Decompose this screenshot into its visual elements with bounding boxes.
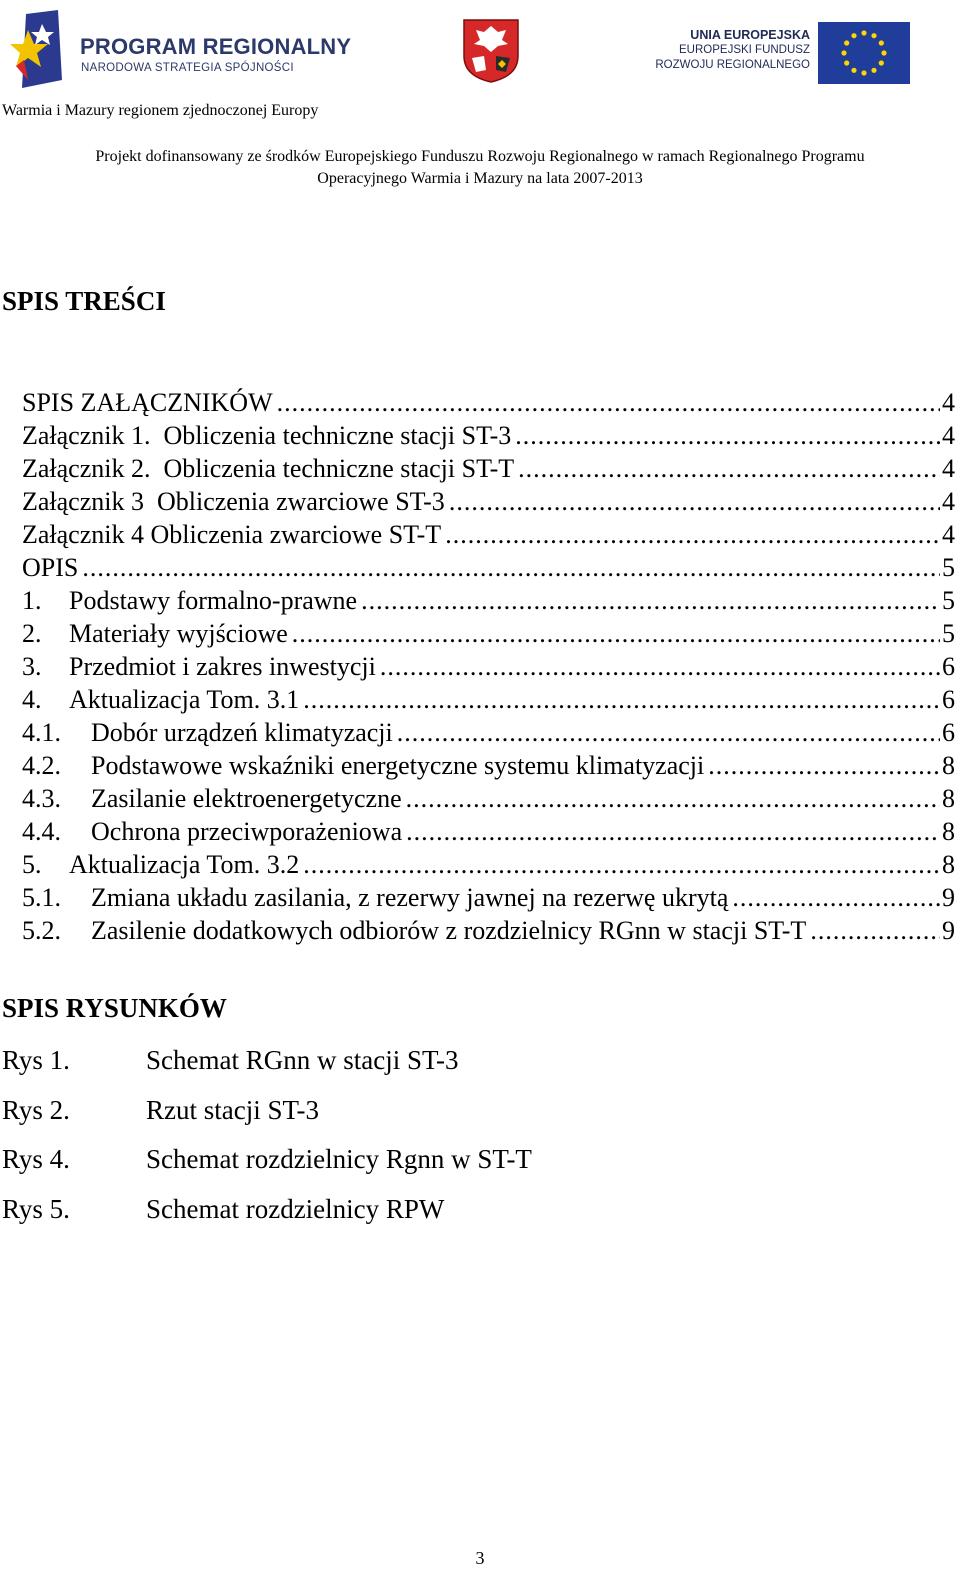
- toc-entry-title: Podstawy formalno-prawne: [69, 586, 358, 615]
- toc-entry-title: SPIS ZAŁĄCZNIKÓW: [22, 388, 273, 417]
- eu-line1: UNIA EUROPEJSKA: [690, 28, 810, 42]
- toc-entry-page: 8: [942, 784, 955, 813]
- toc-entry-number: 5.1.: [22, 883, 61, 912]
- toc-dot-leader: [445, 518, 940, 551]
- toc-entry[interactable]: [22, 584, 955, 617]
- toc-entry-page: 8: [942, 751, 955, 780]
- toc-entry-page: 6: [942, 718, 955, 747]
- region-motto: Warmia i Mazury regionem zjednoczonej Europy: [2, 102, 319, 119]
- program-title: PROGRAM REGIONALNY: [80, 34, 352, 59]
- coat-of-arms-icon: [462, 18, 520, 84]
- toc-dot-leader: [708, 749, 940, 782]
- toc-entry-number: 2.: [22, 619, 42, 648]
- toc-entry[interactable]: [22, 551, 955, 584]
- toc-entry-page: 4: [942, 520, 955, 549]
- toc-heading: SPIS TREŚCI: [2, 286, 166, 316]
- toc-entry-page: 4: [942, 487, 955, 516]
- toc-entry-title: Zmiana układu zasilania, z rezerwy jawnej na rezerwę ukrytą: [91, 883, 729, 912]
- figure-label: Rys 2.: [2, 1094, 70, 1125]
- toc-entry[interactable]: [22, 914, 955, 947]
- toc-dot-leader: [380, 650, 940, 683]
- toc-entry[interactable]: [22, 815, 955, 848]
- figure-title: Schemat rozdzielnicy RPW: [146, 1193, 445, 1224]
- table-of-contents: [22, 386, 955, 947]
- toc-entry-page: 6: [942, 652, 955, 681]
- figure-entry: [2, 1189, 532, 1239]
- toc-entry-title: Ochrona przeciwporażeniowa: [91, 817, 403, 846]
- toc-entry-page: 6: [942, 685, 955, 714]
- eu-fund-text: [640, 28, 810, 73]
- toc-dot-leader: [303, 683, 940, 716]
- toc-entry[interactable]: [22, 683, 955, 716]
- figure-entry: [2, 1040, 532, 1090]
- toc-entry-number: 4.: [22, 685, 42, 714]
- toc-entry-title: Załącznik 4 Obliczenia zwarciowe ST-T: [22, 520, 442, 549]
- toc-entry-page: 8: [942, 817, 955, 846]
- toc-entry-number: 5.: [22, 850, 42, 879]
- toc-entry-title: Aktualizacja Tom. 3.1: [69, 685, 300, 714]
- toc-entry[interactable]: [22, 716, 955, 749]
- toc-entry-page: 4: [942, 388, 955, 417]
- toc-entry-page: 8: [942, 850, 955, 879]
- figure-label: Rys 5.: [2, 1193, 70, 1224]
- toc-dot-leader: [292, 617, 940, 650]
- eu-star: [841, 50, 846, 55]
- toc-dot-leader: [518, 452, 940, 485]
- toc-entry-page: 5: [942, 619, 955, 648]
- toc-dot-leader: [406, 815, 940, 848]
- toc-dot-leader: [810, 914, 940, 947]
- toc-dot-leader: [732, 881, 940, 914]
- eu-star: [844, 40, 849, 45]
- figure-label: Rys 4.: [2, 1144, 70, 1174]
- eu-line3: ROZWOJU REGIONALNEGO: [655, 59, 810, 71]
- figure-title: Rzut stacji ST-3: [146, 1094, 319, 1125]
- toc-entry[interactable]: [22, 749, 955, 782]
- eu-star: [881, 50, 886, 55]
- page-number: 3: [475, 1548, 485, 1568]
- toc-entry[interactable]: [22, 881, 955, 914]
- eu-star: [861, 70, 866, 75]
- toc-entry-title: Materiały wyjściowe: [69, 619, 288, 648]
- toc-entry-title: Zasilanie elektroenergetyczne: [91, 784, 402, 813]
- toc-entry-page: 5: [942, 553, 955, 582]
- eu-line2: EUROPEJSKI FUNDUSZ: [679, 44, 810, 56]
- eu-star: [879, 60, 884, 65]
- toc-entry-title: Dobór urządzeń klimatyzacji: [91, 718, 393, 747]
- toc-entry[interactable]: [22, 452, 955, 485]
- figures-heading: SPIS RYSUNKÓW: [2, 993, 227, 1023]
- eu-star: [851, 68, 856, 73]
- toc-dot-leader: [449, 485, 940, 518]
- eu-star: [879, 40, 884, 45]
- program-subtitle: NARODOWA STRATEGIA SPÓJNOŚCI: [81, 62, 294, 74]
- toc-entry-number: 4.3.: [22, 784, 61, 813]
- toc-entry-page: 4: [942, 421, 955, 450]
- toc-entry-page: 5: [942, 586, 955, 615]
- figures-list: [2, 1040, 532, 1238]
- project-line-2: Operacyjnego Warmia i Mazury na lata 2007-2013: [317, 170, 643, 187]
- project-line-1: Projekt dofinansowany ze środków Europejskiego Funduszu Rozwoju Regionalnego w ramach Regionalnego Programu: [95, 148, 865, 165]
- program-regionalny-logo: [6, 8, 352, 96]
- toc-dot-leader: [303, 848, 940, 881]
- toc-entry-number: 3.: [22, 652, 42, 681]
- toc-entry-title: OPIS: [22, 553, 79, 582]
- toc-entry-title: Załącznik 2. Obliczenia techniczne stacji ST-T: [22, 454, 515, 483]
- toc-dot-leader: [515, 419, 940, 452]
- toc-entry-title: Zasilenie dodatkowych odbiorów z rozdzielnicy RGnn w stacji ST-T: [91, 916, 807, 945]
- eu-star: [871, 68, 876, 73]
- toc-entry-number: 4.2.: [22, 751, 61, 780]
- toc-entry[interactable]: [22, 386, 955, 419]
- eu-star: [851, 33, 856, 38]
- toc-entry[interactable]: [22, 485, 955, 518]
- toc-dot-leader: [397, 716, 940, 749]
- toc-entry-title: Załącznik 3 Obliczenia zwarciowe ST-3: [22, 487, 445, 516]
- toc-entry[interactable]: [22, 419, 955, 452]
- toc-dot-leader: [361, 584, 940, 617]
- toc-entry-page: 9: [942, 883, 955, 912]
- toc-entry-number: 4.1.: [22, 718, 61, 747]
- figure-entry: [2, 1139, 532, 1189]
- figure-title: Schemat RGnn w stacji ST-3: [146, 1045, 459, 1075]
- toc-entry-title: Przedmiot i zakres inwestycji: [69, 652, 376, 681]
- toc-entry[interactable]: [22, 518, 955, 551]
- toc-entry[interactable]: [22, 650, 955, 683]
- toc-entry[interactable]: [22, 848, 955, 881]
- project-funding-note: [0, 146, 960, 190]
- toc-entry-title: Aktualizacja Tom. 3.2: [69, 850, 300, 879]
- toc-entry-title: Podstawowe wskaźniki energetyczne systemu klimatyzacji: [91, 751, 705, 780]
- eu-flag-icon: [818, 22, 910, 84]
- toc-entry-page: 4: [942, 454, 955, 483]
- toc-dot-leader: [406, 782, 940, 815]
- eu-star: [844, 60, 849, 65]
- toc-entry-number: 4.4.: [22, 817, 61, 846]
- toc-entry-title: Załącznik 1. Obliczenia techniczne stacji ST-3: [22, 421, 512, 450]
- figure-title: Schemat rozdzielnicy Rgnn w ST-T: [146, 1144, 532, 1174]
- toc-entry-number: 5.2.: [22, 916, 61, 945]
- toc-dot-leader: [82, 551, 940, 584]
- toc-entry-number: 1.: [22, 586, 42, 615]
- toc-dot-leader: [277, 386, 940, 419]
- toc-entry[interactable]: [22, 782, 955, 815]
- eu-star: [861, 30, 866, 35]
- figure-entry: [2, 1090, 532, 1140]
- figure-label: Rys 1.: [2, 1045, 70, 1075]
- eu-star: [871, 33, 876, 38]
- toc-entry[interactable]: [22, 617, 955, 650]
- toc-entry-page: 9: [942, 916, 955, 945]
- star-logo-icon: [8, 10, 72, 94]
